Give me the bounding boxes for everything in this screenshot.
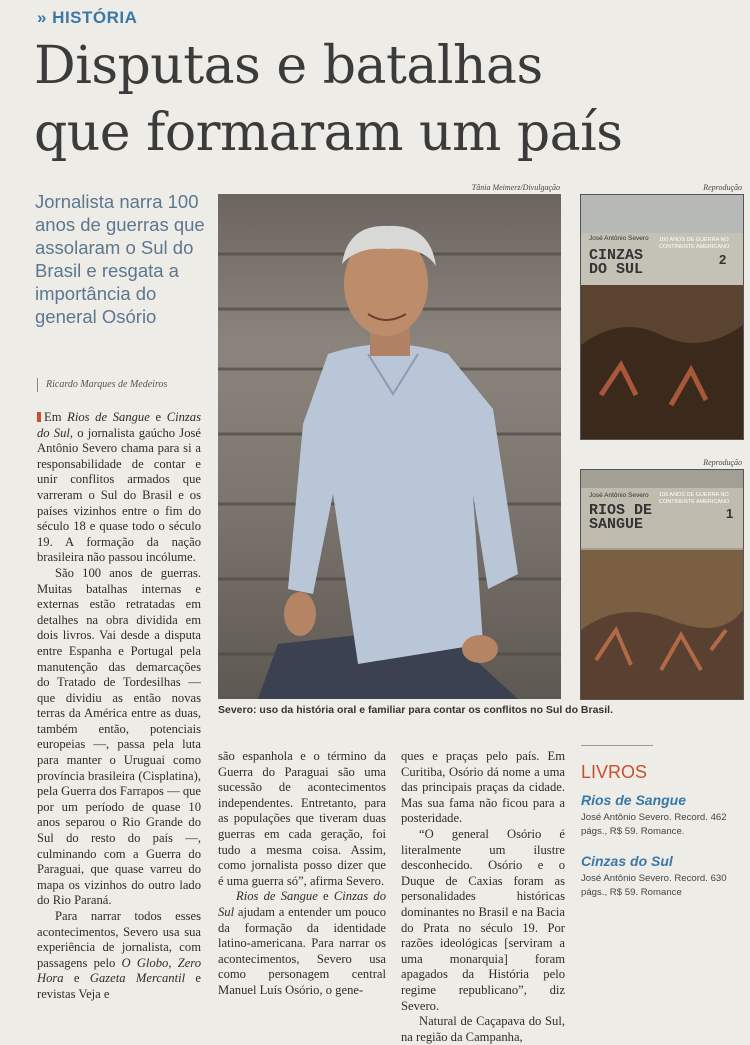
cover-author: José Antônio Severo (589, 235, 649, 242)
book-entry-info: José Antônio Severo. Record. 630 págs., R$ 59. Romance (581, 873, 727, 898)
paragraph (37, 410, 201, 566)
headline-line-2: que formaram um país (34, 103, 623, 163)
cover-credit: Reprodução (703, 183, 742, 192)
photo-caption: Severo: uso da história oral e familiar para contar os conflitos no Sul do Brasil. (218, 704, 614, 716)
article-column-1 (37, 410, 201, 1018)
author-photo-illustration (218, 194, 561, 699)
book-cover-rios-de-sangue (580, 469, 744, 700)
cover-volume: 2 (719, 252, 727, 267)
paragraph: São 100 anos de guerras. Muitas batalhas internas e externas estão retratadas em detalhes na obra dividida em dois livros. Vai desde a disputa entre Espanha e Portugal pela manutenção das demarcações do Tratado de Tordesilhas — que dividiu as então novas terras da América entre as duas, também então, potenciais europeias —, passa pela luta para manter o Uruguai como província brasileira (Cisplatina), pela Guerra dos Farrapos — que por um período de quase 10 anos separou o Rio Grande do Sul do resto do país —, culminando com a Guerra do Paraguai, que quase varreu do mapa os vizinhos do outro lado do Rio Paraná. (37, 565, 202, 908)
book-entry (581, 853, 741, 900)
text: , o jornalista gaúcho José Antônio Severo chama para si a responsabilidade de contar e unir conflitos armados que varreram o Sul do Brasil e os países vizinhos entre o fim do século 18 e quase todo o século 19. A formação da nação brasileira não passou incólume. (37, 425, 201, 565)
text: Para narrar todos esses acontecimentos, Severo usa sua experiência de jornalista, com passagens pelo (37, 909, 201, 970)
text: ajudam a entender um pouco da formação da identidade latino-americana. Para narrar os acontecimentos, Severo usa como personagem central Manuel Luís Osório, o gene- (218, 904, 386, 997)
article-column-3 (401, 749, 565, 1044)
paragraph: “O general Osório é literalmente um ilustre desconhecido. Osório e o Duque de Caxias foram as personalidades históricas dominantes no Brasil e na Bacia do Prata no século 19. Por razões ideológicas [serviram a uma monarquia] foram apagados da História pelo regime republicano”, diz Severo. (401, 826, 565, 1013)
cover-title-line: DO SUL (589, 261, 644, 278)
book-entry-title: Rios de Sangue (581, 792, 687, 808)
book-ref: Rios de Sangue (67, 410, 150, 424)
publication-ref: O Globo (121, 955, 169, 970)
cover-title (589, 504, 652, 532)
publication-ref: Zero Hora (37, 955, 202, 986)
byline: Ricardo Marques de Medeiros (37, 378, 216, 392)
headline-line-1: Disputas e batalhas (34, 36, 543, 96)
book-entry-info: José Antônio Severo. Record. 462 págs., R$ 59. Romance. (581, 812, 727, 837)
paragraph: Natural de Caçapava do Sul, na região da Campanha, (401, 1014, 565, 1044)
paragraph-marker (37, 412, 41, 422)
cover-series: 100 ANOS DE GUERRA NO CONTINENTE AMERICANO (659, 237, 730, 250)
book-cover-cinzas-do-sul (580, 194, 744, 440)
paragraph: são espanhola e o término da Guerra do Paraguai são uma sucessão de acontecimentos independentes. Entretanto, para as populações que tiveram duas guerras em cada geração, foi tudo a mesma coisa. Assim, como jornalista posso dizer que é uma guerra só”, afirma Severo. (218, 749, 386, 888)
book-ref: Cinzas do Sul (218, 889, 386, 919)
text: e (149, 410, 167, 424)
author-photo (218, 194, 561, 699)
cover-volume: 1 (726, 506, 734, 521)
paragraph: ques e praças pelo país. Em Curitiba, Osório dá nome a uma das principais praças da cidade. Mas sua fama não ficou para a posteridade. (401, 749, 565, 826)
paragraph (37, 909, 201, 1003)
cover-title (589, 249, 643, 277)
text: e revistas Veja e (37, 971, 201, 1001)
text: , (168, 955, 178, 970)
book-ref: Cinzas do Sul (37, 410, 201, 440)
book-ref: Rios de Sangue (236, 889, 318, 904)
cover-credit: Reprodução (703, 458, 742, 467)
cover-series: 100 ANOS DE GUERRA NO CONTINENTE AMERICANO (659, 492, 730, 505)
books-heading: LIVROS (581, 762, 648, 782)
photo-credit: Tânia Meimerz/Divulgação (471, 183, 560, 192)
book-entry (581, 792, 741, 839)
book-cover-art (581, 195, 743, 439)
cover-title-line: SANGUE (589, 516, 644, 533)
text: Em (44, 410, 68, 424)
cover-author: José Antônio Severo (589, 492, 649, 499)
article-column-2 (218, 749, 386, 1018)
book-entry-title: Cinzas do Sul (581, 853, 673, 869)
paragraph (218, 889, 386, 998)
divider (581, 745, 653, 746)
publication-ref: Gazeta Mercantil (89, 971, 186, 986)
cover-title-line: CINZAS (589, 247, 644, 264)
cover-title-line: RIOS DE (589, 502, 653, 519)
text: e (317, 889, 334, 904)
deck: Jornalista narra 100 anos de guerras que assolaram o Sul do Brasil e resgata a importância do general Osório (35, 191, 205, 327)
text: e (63, 971, 90, 986)
section-label: » HISTÓRIA (37, 8, 138, 27)
